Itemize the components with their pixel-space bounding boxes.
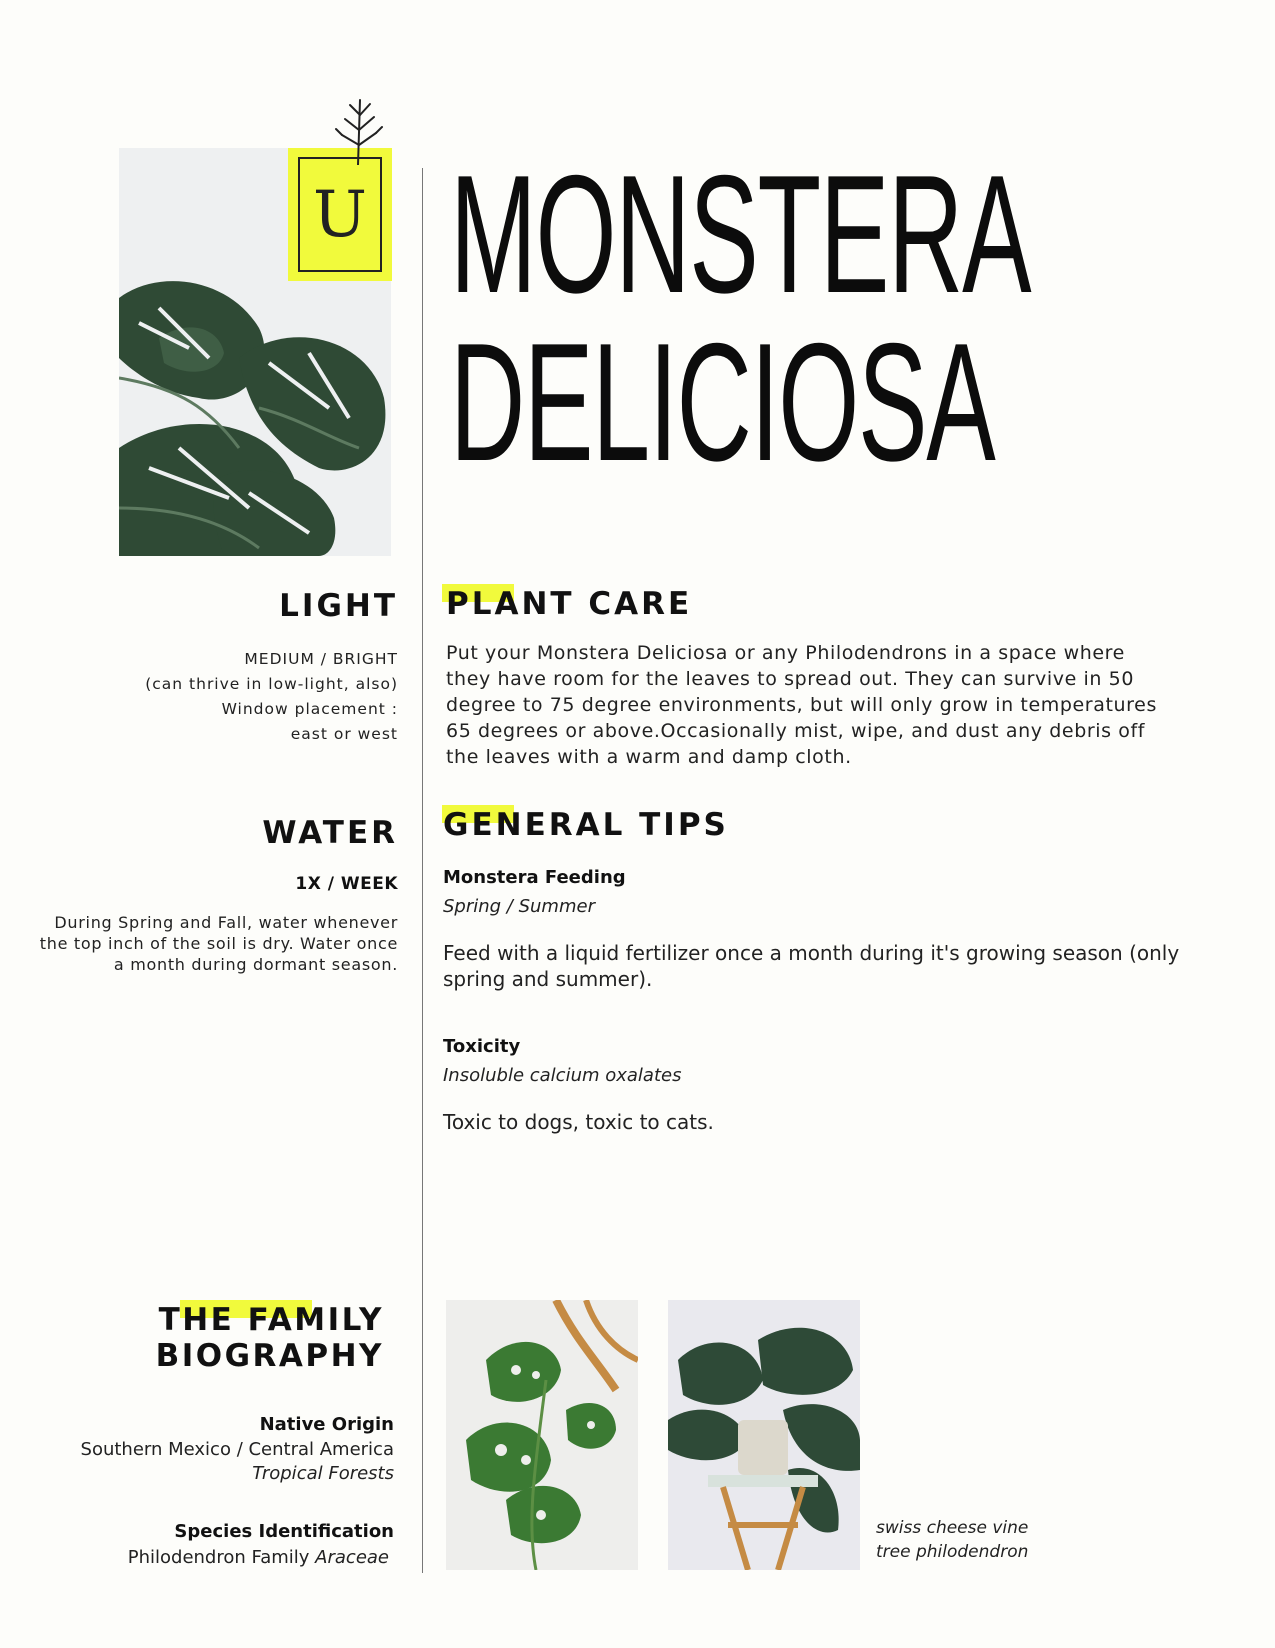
feeding-subtitle: Spring / Summer	[443, 896, 595, 917]
logo-letter: U	[298, 157, 382, 272]
title-line-1: MONSTERA	[450, 140, 1031, 328]
native-origin-title: Native Origin	[259, 1414, 394, 1435]
toxicity-subtitle: Insoluble calcium oxalates	[443, 1065, 682, 1086]
light-line: MEDIUM / BRIGHT	[244, 650, 398, 668]
family-heading-line-2: BIOGRAPHY	[155, 1338, 384, 1374]
water-line: the top inch of the soil is dry. Water once	[39, 934, 398, 953]
plant-care-line: 65 degrees or above.Occasionally mist, wipe, and dust any debris off	[446, 720, 1146, 742]
water-heading: WATER	[262, 815, 398, 851]
plant-care-line: the leaves with a warm and damp cloth.	[446, 746, 852, 768]
plant-care-line: Put your Monstera Deliciosa or any Philodendrons in a space where	[446, 642, 1125, 664]
page-title	[450, 140, 1031, 496]
light-line: (can thrive in low-light, also)	[145, 675, 398, 693]
water-details	[30, 912, 398, 975]
toxicity-title: Toxicity	[443, 1036, 521, 1057]
swiss-cheese-vine-photo	[446, 1300, 638, 1570]
family-heading	[100, 1302, 384, 1374]
light-line: east or west	[290, 725, 398, 743]
native-origin-sub: Tropical Forests	[252, 1463, 394, 1484]
species-latin: Araceae	[315, 1547, 389, 1568]
tree-philodendron-photo	[668, 1300, 860, 1570]
water-line: a month during dormant season.	[113, 955, 398, 974]
vertical-divider	[422, 168, 423, 1573]
sprig-icon	[330, 95, 390, 165]
photo-captions	[876, 1516, 1028, 1564]
feeding-line: spring and summer).	[443, 967, 653, 991]
species-title: Species Identification	[174, 1521, 394, 1542]
native-origin-value: Southern Mexico / Central America	[80, 1439, 394, 1460]
species-value	[40, 1547, 389, 1568]
light-heading: LIGHT	[279, 588, 398, 624]
species-family: Philodendron Family	[127, 1547, 310, 1568]
family-heading-line-1: THE FAMILY	[158, 1302, 384, 1338]
water-line: During Spring and Fall, water whenever	[54, 913, 398, 932]
plant-care-line: degree to 75 degree environments, but will only grow in temperatures	[446, 694, 1157, 716]
water-frequency: 1X / WEEK	[295, 874, 398, 894]
logo-badge	[288, 148, 392, 281]
feeding-line: Feed with a liquid fertilizer once a month during it's growing season (only	[443, 941, 1180, 965]
feeding-text	[443, 940, 1203, 992]
caption-tree-philodendron: tree philodendron	[876, 1542, 1029, 1562]
light-line: Window placement :	[221, 700, 398, 718]
feeding-title: Monstera Feeding	[443, 867, 626, 888]
light-details	[60, 647, 398, 747]
vine-illustration	[446, 1300, 638, 1570]
toxicity-text: Toxic to dogs, toxic to cats.	[443, 1110, 714, 1134]
philodendron-illustration	[668, 1300, 860, 1570]
title-line-2: DELICIOSA	[450, 308, 995, 496]
caption-swiss-cheese-vine: swiss cheese vine	[876, 1518, 1029, 1538]
plant-care-line: they have room for the leaves to spread out. They can survive in 50	[446, 668, 1135, 690]
plant-care-heading: PLANT CARE	[446, 586, 693, 622]
general-tips-heading: GENERAL TIPS	[443, 807, 729, 843]
plant-care-text	[446, 640, 1206, 770]
